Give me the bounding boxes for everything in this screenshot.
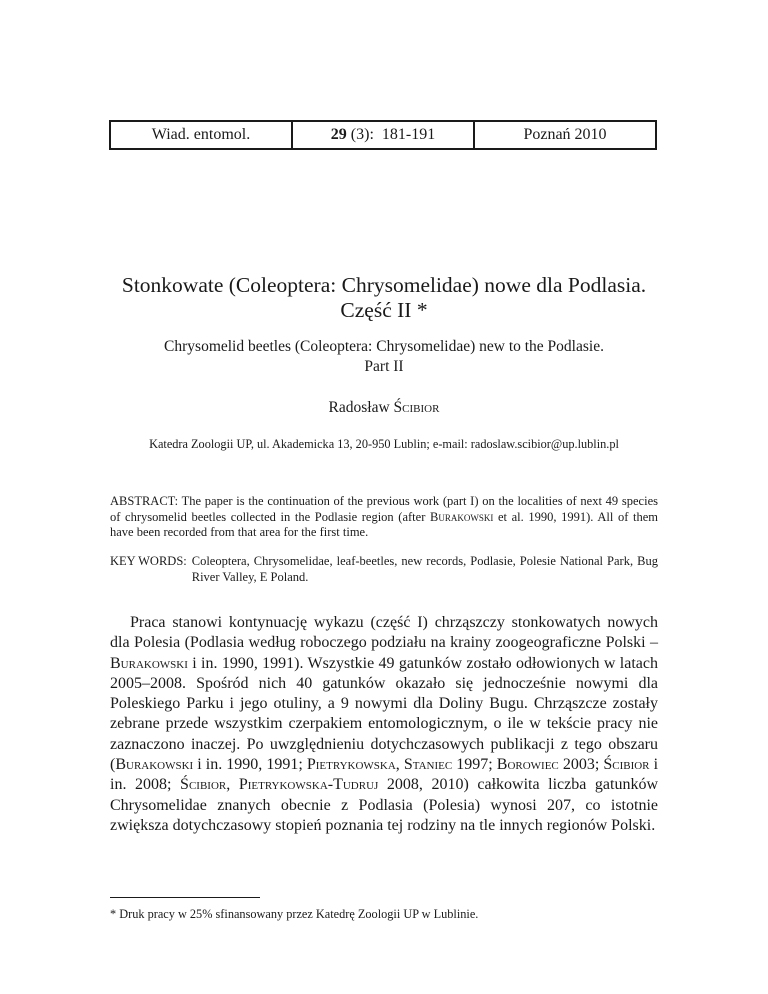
abstract [110, 494, 658, 541]
body-text: , [226, 776, 239, 794]
body-text: 2008, 2010) całkowita liczba gatunków Chrysomelidae znanych obecnie z Podlasia (Polesia) wynosi 207, co istotnie zwiększa dotychczasowy stopień poznania tej rodziny na tle innych regionów Polski. [110, 776, 659, 834]
body-paragraph [110, 613, 658, 836]
body-text: , [395, 756, 404, 774]
body-text: i in. 1990, 1991). Wszystkie 49 gatunków zostało odłowionych w latach 2005–2008. Spośród nich 40 gatunków okazało się jednocześnie nowymi dla Poleskiego Parku i jego otuliny, a 9 nowymi dla Doliny Bugu. Chrząszcze zostały zebrane przede wszystkim czerpakiem entomologicznym, o ile w tekście pracy nie zaznaczono inaczej. Po uwzględnieniu dotychczasowych publikacji z tego obszaru ( [110, 654, 658, 774]
abstract-text-a: ABSTRACT: The paper is the continuation of the previous work (part I) on the localities of next 49 species of chrysomelid beetles collected in the Podlasie region (after [110, 494, 658, 524]
affiliation: Katedra Zoologii UP, ul. Akademicka 13, 20-950 Lublin; e-mail: radoslaw.scibior@up.lublin.pl [149, 437, 619, 451]
volume-number: 29 [330, 126, 347, 143]
abstract-text-b: et al. 1990, 1991). All of them have been recorded from that area for the first time. [110, 509, 658, 539]
keywords [110, 554, 658, 585]
title-line-1: Stonkowate (Coleoptera: Chrysomelidae) nowe dla Podlasia. [121, 273, 647, 297]
body-text: 1997; [452, 756, 497, 774]
author-last-name: Ścibior [393, 399, 440, 416]
journal-name: Wiad. entomol. [151, 126, 251, 143]
subtitle-line-2: Part II [364, 358, 404, 375]
place-year: Poznań 2010 [523, 126, 607, 143]
journal-name-cell [111, 122, 293, 148]
body-text: i in. 2008; [110, 756, 659, 794]
citation: Staniec [403, 756, 453, 774]
body-text: Praca stanowi kontynuację wykazu (część I) chrząszczy stonkowatych nowych dla Polesia (Podlasia według roboczego podziału na krainy zoogeograficzne Polski – [110, 614, 658, 652]
title-line-2: Część II * [340, 298, 428, 322]
article-title [60, 273, 708, 323]
citation: Pietrykowska-Tudruj [238, 776, 379, 794]
keywords-label: KEY WORDS: [110, 554, 187, 568]
body-text: 2003; [558, 756, 604, 774]
volume-cell [293, 122, 475, 148]
journal-header-box [109, 120, 657, 150]
footnote-rule [110, 897, 260, 898]
citation: Pietrykowska [306, 756, 396, 774]
english-title [60, 337, 708, 377]
subtitle-line-1: Chrysomelid beetles (Coleoptera: Chrysomelidae) new to the Podlasie. [164, 338, 604, 355]
citation: Ścibior [180, 776, 227, 794]
citation: Burakowski [110, 654, 188, 672]
author-first-name: Radosław [328, 399, 394, 416]
abstract-citation: Burakowski [430, 509, 494, 524]
citation: Borowiec [496, 756, 559, 774]
citation: Burakowski [115, 756, 194, 774]
issue-pages: (3): 181-191 [346, 126, 436, 143]
footnote: * Druk pracy w 25% sfinansowany przez Katedrę Zoologii UP w Lublinie. [110, 907, 479, 921]
place-year-cell [475, 122, 655, 148]
author [60, 399, 708, 417]
citation: Ścibior [603, 756, 650, 774]
keywords-text: Coleoptera, Chrysomelidae, leaf-beetles, new records, Podlasie, Polesie National Park, Bug River Valley, E Poland. [191, 554, 658, 584]
body-text: i in. 1990, 1991; [193, 756, 307, 774]
